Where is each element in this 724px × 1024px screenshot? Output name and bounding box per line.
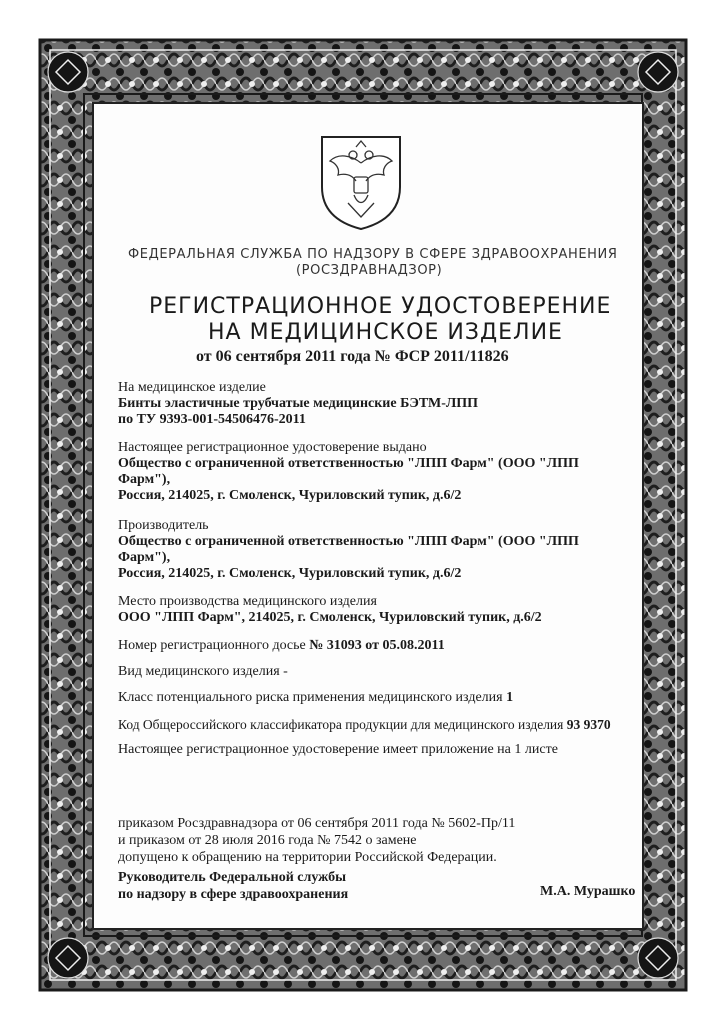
certificate-number: от 06 сентября 2011 года № ФСР 2011/11826 <box>196 348 509 365</box>
issued-company-line1: Общество с ограниченной ответственностью "ЛПП Фарм" (ООО "ЛПП <box>118 456 579 471</box>
dossier-row <box>118 638 445 654</box>
okp-code-value: 93 9370 <box>566 717 611 732</box>
order-line1: приказом Росздравнадзора от 06 сентября 2011 года № 5602-Пр/11 <box>118 816 516 831</box>
agency-name: ФЕДЕРАЛЬНАЯ СЛУЖБА ПО НАДЗОРУ В СФЕРЕ ЗДРАВООХРАНЕНИЯ <box>128 247 618 262</box>
device-tu: по ТУ 9393-001-54506476-2011 <box>118 412 306 427</box>
manufacturer-address: Россия, 214025, г. Смоленск, Чуриловский тупик, д.6/2 <box>118 566 462 581</box>
device-name: Бинты эластичные трубчатые медицинские БЭТМ-ЛПП <box>118 396 479 411</box>
issued-address: Россия, 214025, г. Смоленск, Чуриловский тупик, д.6/2 <box>118 488 462 503</box>
device-type-label: Вид медицинского изделия - <box>118 664 288 679</box>
issued-company-line2: Фарм"), <box>118 472 171 487</box>
order-line3: допущено к обращению на территории Российской Федерации. <box>118 850 497 865</box>
coat-of-arms-emblem <box>318 133 404 231</box>
issued-label: Настоящее регистрационное удостоверение выдано <box>118 440 427 455</box>
dossier-label: Номер регистрационного досье <box>118 638 306 653</box>
document-title: РЕГИСТРАЦИОННОЕ УДОСТОВЕРЕНИЕ <box>149 294 612 319</box>
appendix-note: Настоящее регистрационное удостоверение имеет приложение на 1 листе <box>118 742 558 757</box>
dossier-value: № 31093 от 05.08.2011 <box>309 638 445 653</box>
production-site-label: Место производства медицинского изделия <box>118 594 377 609</box>
agency-abbreviation: (РОСЗДРАВНАДЗОР) <box>296 263 443 278</box>
device-label: На медицинское изделие <box>118 380 266 395</box>
manufacturer-line1: Общество с ограниченной ответственностью "ЛПП Фарм" (ООО "ЛПП <box>118 534 579 549</box>
risk-class-row <box>118 690 513 706</box>
production-site-value: ООО "ЛПП Фарм", 214025, г. Смоленск, Чуриловский тупик, д.6/2 <box>118 610 542 625</box>
signatory-title-line2: по надзору в сфере здравоохранения <box>118 887 349 902</box>
okp-code-row <box>118 717 611 733</box>
signatory-title-line1: Руководитель Федеральной службы <box>118 870 347 885</box>
risk-class-label: Класс потенциального риска применения медицинского изделия <box>118 690 503 705</box>
risk-class-value: 1 <box>506 690 514 705</box>
manufacturer-label: Производитель <box>118 518 209 533</box>
document-subtitle: НА МЕДИЦИНСКОЕ ИЗДЕЛИЕ <box>208 320 563 345</box>
signatory-name: М.А. Мурашко <box>540 884 636 899</box>
manufacturer-line2: Фарм"), <box>118 550 171 565</box>
order-line2: и приказом от 28 июля 2016 года № 7542 о замене <box>118 833 417 848</box>
okp-code-label: Код Общероссийского классификатора продукции для медицинского изделия <box>118 717 564 732</box>
